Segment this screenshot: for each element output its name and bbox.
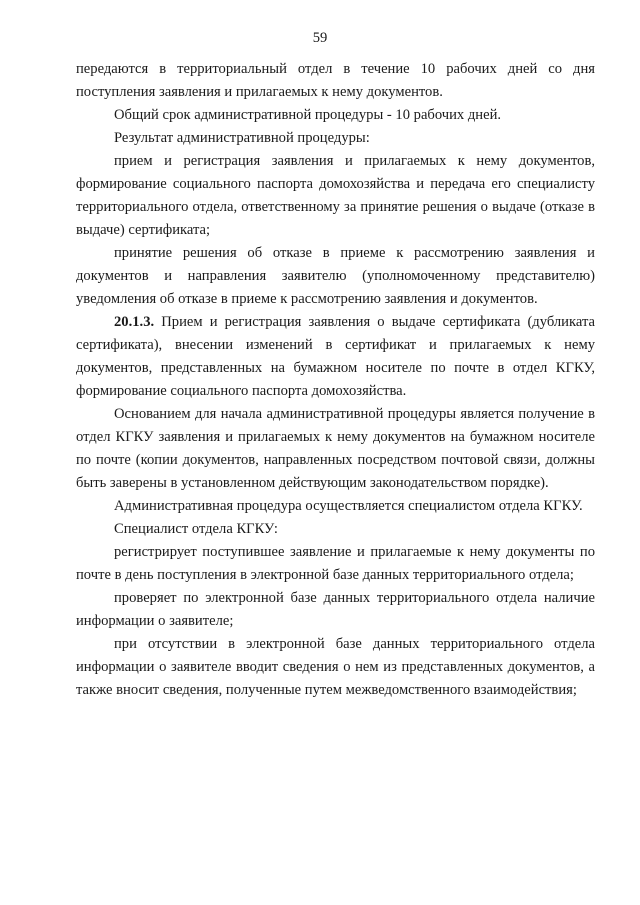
paragraph-registers: регистрирует поступившее заявление и прилагаемые к нему документы по почте в день поступления в электронной базе данных территориального отдела; (76, 544, 595, 583)
body-text (76, 58, 595, 702)
paragraph-basis: Основанием для начала административной процедуры является получение в отдел КГКУ заявления и прилагаемых к нему документов на бумажном носителе по почте (копии документов, направленных посредством почтовой связи, должны быть заверены в установленном действующим законодательством порядке). (76, 406, 595, 491)
paragraph-result-acceptance: прием и регистрация заявления и прилагаемых к нему документов, формирование социального паспорта домохозяйства и передача его специалисту территориального отдела, ответственному за принятие решения о выдаче (отказе в выдаче) сертификата; (76, 153, 595, 238)
paragraph-result-refusal: принятие решения об отказе в приеме к рассмотрению заявления и документов и направления заявителю (уполномоченному представителю) уведомления об отказе в приеме к рассмотрению заявления и документов. (76, 245, 595, 307)
section-text: Прием и регистрация заявления о выдаче сертификата (дубликата сертификата), внесении изменений в сертификат и прилагаемых к нему документов, представленных на бумажном носителе по почте в отдел КГКУ, формирование социального паспорта домохозяйства. (76, 314, 595, 399)
paragraph-checks: проверяет по электронной базе данных территориального отдела наличие информации о заявителе; (76, 590, 595, 629)
section-number: 20.1.3. (114, 314, 155, 330)
paragraph-continuation: передаются в территориальный отдел в течение 10 рабочих дней со дня поступления заявления и прилагаемых к нему документов. (76, 61, 595, 100)
paragraph-total-duration: Общий срок административной процедуры - 10 рабочих дней. (114, 107, 502, 123)
paragraph-enters-data: при отсутствии в электронной базе данных территориального отдела информации о заявителе вводит сведения о нем из представленных документов, а также вносит сведения, полученные путем межведомственного взаимодействия; (76, 636, 595, 698)
paragraph-result-heading: Результат административной процедуры: (114, 130, 370, 146)
page-number: 59 (312, 30, 328, 46)
paragraph-section-20-1-3 (76, 311, 595, 403)
paragraph-performer: Административная процедура осуществляется специалистом отдела КГКУ. (114, 498, 583, 514)
paragraph-specialist-heading: Специалист отдела КГКУ: (114, 521, 278, 537)
